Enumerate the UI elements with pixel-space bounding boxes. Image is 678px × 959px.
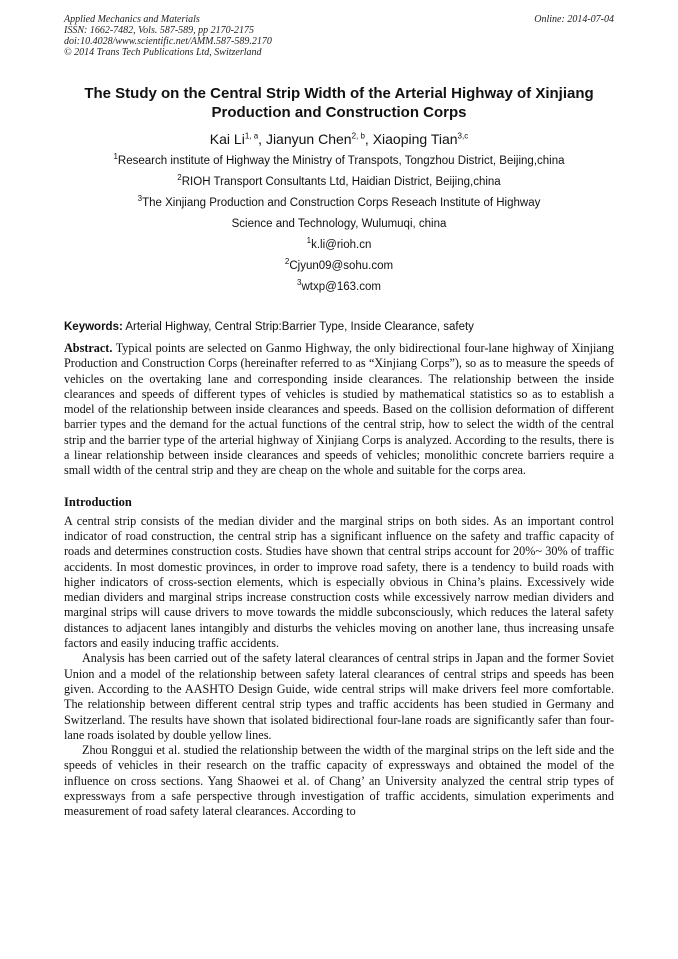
author-superscript: 3,c (457, 131, 469, 141)
affiliation-text: Science and Technology, Wulumuqi, china (231, 218, 447, 230)
abstract-label: Abstract. (64, 341, 113, 355)
journal-name: Applied Mechanics and Materials (64, 14, 200, 25)
affiliation-line (64, 193, 614, 214)
author-name: Kai Li (209, 131, 245, 147)
paper-title: The Study on the Central Strip Width of the Arterial Highway of Xinjiang Production and Construction Corps (84, 85, 594, 121)
doi-line: doi:10.4028/www.scientific.net/AMM.587-589.2170 (64, 36, 272, 47)
affiliation-line (64, 172, 614, 193)
intro-paragraph: Analysis has been carried out of the safety lateral clearances of central strips in Japan and the former Soviet Union and a model of the relationship between safety lateral clearances of central strips and speeds has been given. According to the AASHTO Design Guide, wide central strips will make drivers feel more comfortable. The relationship between different central strip types and traffic accidents has been studied in Germany and Switzerland. The results have shown that isolated bidirectional four-lane roads are significantly safer than four-lane roads isolated by double yellow lines. (64, 651, 614, 742)
affiliation-superscript: 1 (113, 152, 118, 162)
author-separator: , (364, 131, 373, 147)
affiliation-list (64, 151, 614, 298)
section-heading-introduction: Introduction (64, 494, 132, 509)
intro-paragraph: Zhou Ronggui et al. studied the relationship between the width of the marginal strips on the left side and the speeds of vehicles in their research on the traffic capacity of expressways and obtained the model of the influence on cross sections. Yang Shaowei et al. of Chang’ an University analyzed the central strip types of expressways from a safe perspective through investigation of traffic accidents, simulation experiments and measurement of road safety lateral clearances. According to (64, 743, 614, 819)
keywords-label: Keywords: (64, 321, 123, 333)
author-list (64, 130, 614, 148)
affiliation-text: RIOH Transport Consultants Ltd, Haidian District, Beijing,china (181, 176, 501, 188)
copyright-line: © 2014 Trans Tech Publications Ltd, Switzerland (64, 47, 262, 58)
keywords-text: Arterial Highway, Central Strip:Barrier Type, Inside Clearance, safety (122, 321, 474, 333)
email-superscript: 2 (284, 257, 290, 267)
email-line (64, 277, 614, 298)
email-line (64, 256, 614, 277)
email-text: Cjyun09@sohu.com (289, 260, 394, 272)
journal-header (64, 14, 614, 62)
affiliation-text: The Xinjiang Production and Construction Corps Reseach Institute of Highway (142, 197, 541, 209)
author-separator: , (258, 131, 266, 147)
email-line (64, 235, 614, 256)
affiliation-line (64, 151, 614, 172)
email-text: wtxp@163.com (301, 281, 381, 293)
intro-paragraph: A central strip consists of the median divider and the marginal strips on both sides. As an important control indicator of road construction, the central strip has a significant influence on the safety and traffic capacity of roads and determines construction costs. Studies have shown that central strips account for 20%~ 30% of traffic accidents. In most domestic provinces, in order to improve road safety, there is a tendency to build roads with higher indicators of cross-section elements, which is especially obvious in China’s plains. Excessively wide median dividers and marginal strips increase construction costs while excessively narrow median dividers and marginal strips will cause drivers to move towards the middle subconsciously, which reduces the lateral safety distances to adjacent lanes intangibly and disturbs the vehicles moving on another lane, thus increasing unsafe factors and easily inducing traffic accidents. (64, 513, 614, 651)
issn-line: ISSN: 1662-7482, Vols. 587-589, pp 2170-2175 (64, 25, 254, 36)
affiliation-text: Research institute of Highway the Ministry of Transpots, Tongzhou District, Beijing,china (117, 155, 565, 167)
email-superscript: 3 (297, 278, 302, 288)
email-superscript: 1 (306, 236, 312, 246)
email-text: k.li@rioh.cn (311, 239, 372, 251)
online-date: Online: 2014-07-04 (534, 14, 614, 25)
author-superscript: 1, a (244, 131, 259, 141)
abstract (64, 341, 614, 479)
affiliation-line (64, 214, 614, 235)
author-superscript: 2, b (351, 131, 365, 141)
author-name: Jianyun Chen (265, 131, 352, 147)
keywords (64, 320, 614, 335)
affiliation-superscript: 2 (177, 173, 182, 183)
abstract-text: Typical points are selected on Ganmo Highway, the only bidirectional four-lane highway of Xinjiang Production and Construction Corps (hereinafter referred to as “Xinjiang Corps”), so as to measure the speeds of vehicles on the overtaking lane and corresponding inside clearances. The relationship between the inside clearances and speeds of different types of vehicles is studied by mathematical statistics so as to establish a model of the relationship between inside clearances and speeds. Based on the collision deformation of different barrier types and the demand for the actual functions of the central strip, how to select the width of the central strip and the barrier type of the arterial highway of Xinjiang Corps is analyzed. According to the results, there is a linear relationship between inside clearances and speeds of vehicles; monolithic concrete barriers require a small width of the central strip and they are cheap on the whole and suitable for the corps area. (64, 341, 614, 478)
affiliation-superscript: 3 (137, 194, 143, 204)
author-name: Xiaoping Tian (372, 131, 458, 147)
